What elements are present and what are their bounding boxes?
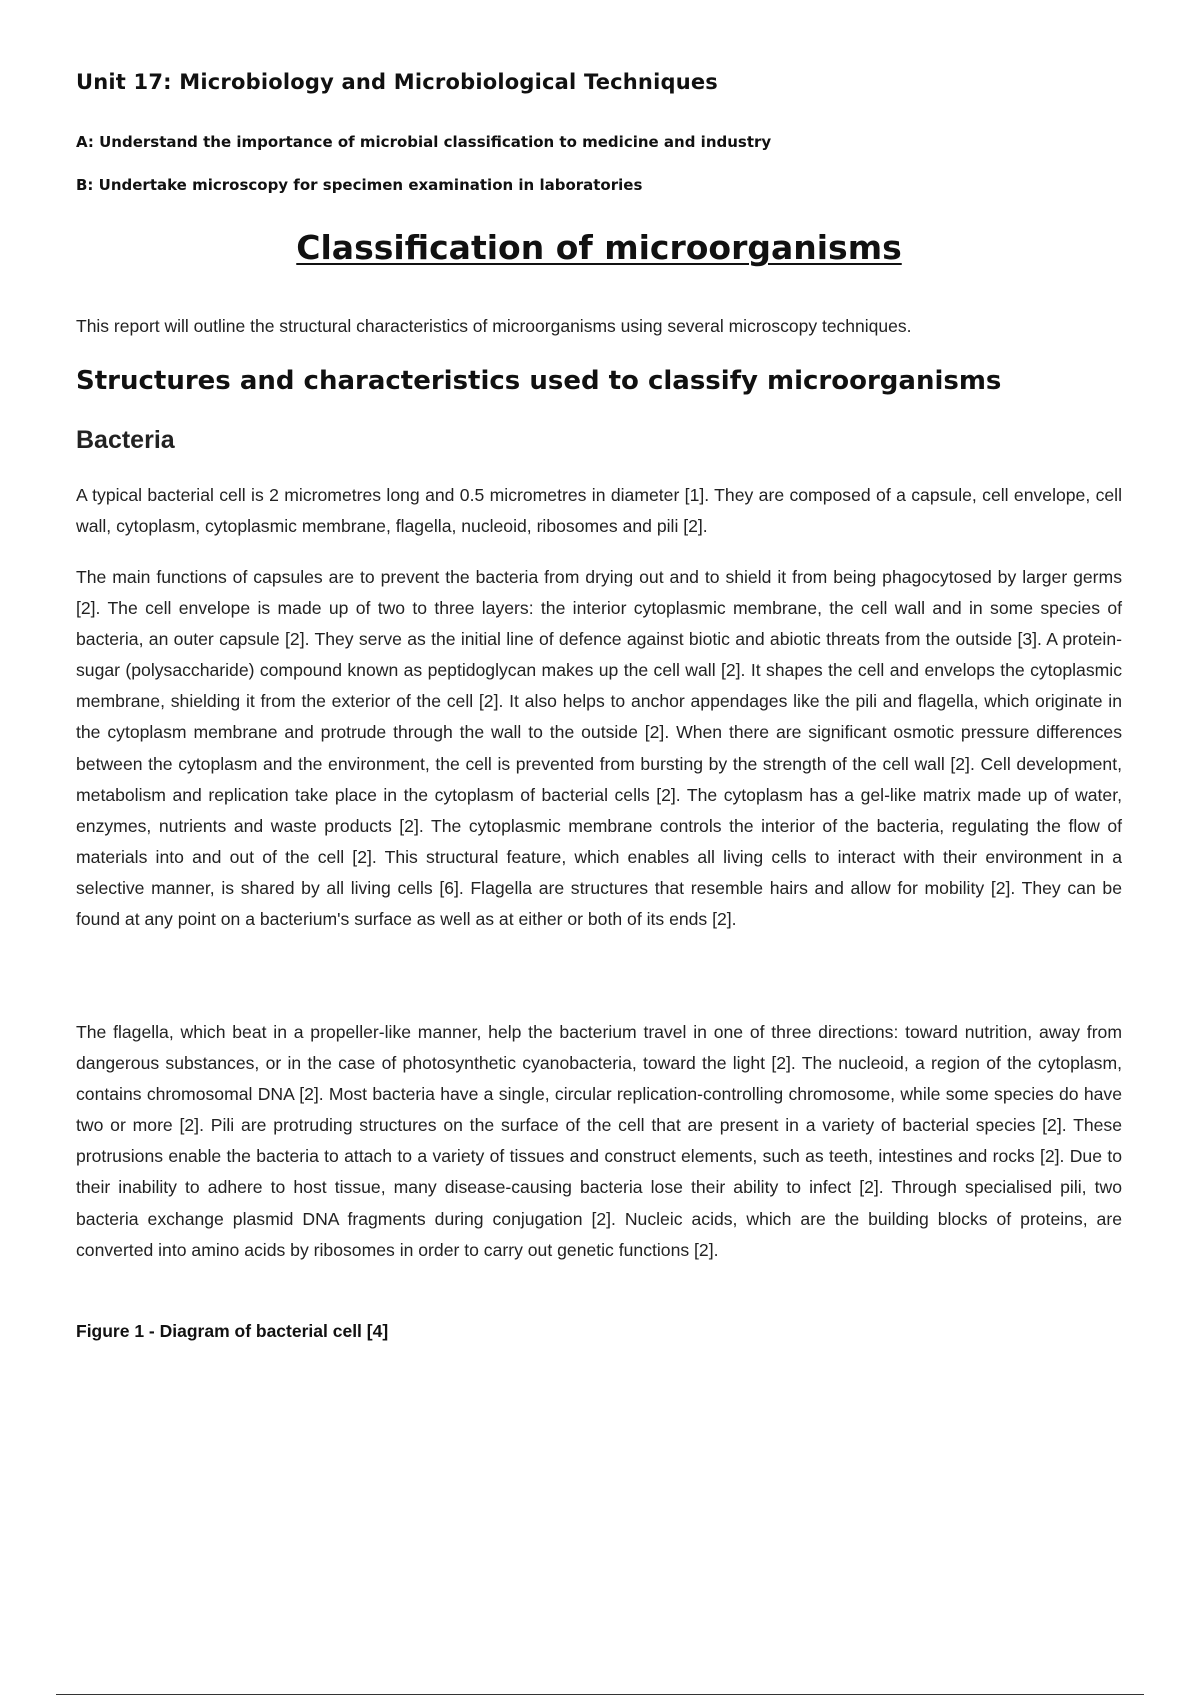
page-title: Classification of microorganisms xyxy=(296,228,902,267)
section-heading: Structures and characteristics used to classify microorganisms xyxy=(76,366,1002,396)
objective-b: B: Undertake microscopy for specimen examination in laboratories xyxy=(76,176,643,194)
body-paragraph: The flagella, which beat in a propeller-like manner, help the bacterium travel in one of three directions: toward nutrition, away from dangerous substances, or in the case of photosynthetic cyanobacteria, toward the light [2]. The nucleoid, a region of the cytoplasm, contains chromosomal DNA [2]. Most bacteria have a single, circular replication-controlling chromosome, while some species do have two or more [2]. Pili are protruding structures on the surface of the cell that are present in a variety of bacterial species [2]. These protrusions enable the bacteria to attach to a variety of tissues and construct elements, such as teeth, intestines and rocks [2]. Due to their inability to adhere to host tissue, many disease-causing bacteria lose their ability to infect [2]. Through specialised pili, two bacteria exchange plasmid DNA fragments during conjugation [2]. Nucleic acids, which are the building blocks of proteins, are converted into amino acids by ribosomes in order to carry out genetic functions [2]. xyxy=(76,1022,1122,1260)
sub-heading-bacteria: Bacteria xyxy=(76,426,175,454)
objective-a: A: Understand the importance of microbial classification to medicine and industry xyxy=(76,133,772,151)
unit-title: Unit 17: Microbiology and Microbiological Techniques xyxy=(76,70,719,94)
intro-paragraph: This report will outline the structural characteristics of microorganisms using several microscopy techniques. xyxy=(76,316,912,336)
figure-caption: Figure 1 - Diagram of bacterial cell [4] xyxy=(76,1321,389,1341)
body-paragraph: A typical bacterial cell is 2 micrometres long and 0.5 micrometres in diameter [1]. They are composed of a capsule, cell envelope, cell wall, cytoplasm, cytoplasmic membrane, flagella, nucleoid, ribosomes and pili [2]. xyxy=(76,485,1122,537)
footer-divider xyxy=(56,1694,1144,1695)
body-paragraph: The main functions of capsules are to prevent the bacteria from drying out and to shield it from being phagocytosed by larger germs [2]. The cell envelope is made up of two to three layers: the interior cytoplasmic membrane, the cell wall and in some species of bacteria, an outer capsule [2]. They serve as the initial line of defence against biotic and abiotic threats from the outside [3]. A protein-sugar (polysaccharide) compound known as peptidoglycan makes up the cell wall [2]. It shapes the cell and envelops the cytoplasmic membrane, shielding it from the exterior of the cell [2]. It also helps to anchor appendages like the pili and flagella, which originate in the cytoplasm membrane and protrude through the wall to the outside [2]. When there are significant osmotic pressure differences between the cytoplasm and the environment, the cell is prevented from bursting by the strength of the cell wall [2]. Cell development, metabolism and replication take place in the cytoplasm of bacterial cells [2]. The cytoplasm has a gel-like matrix made up of water, enzymes, nutrients and waste products [2]. The cytoplasmic membrane controls the interior of the bacteria, regulating the flow of materials into and out of the cell [2]. This structural feature, which enables all living cells to interact with their environment in a selective manner, is shared by all living cells [6]. Flagella are structures that resemble hairs and allow for mobility [2]. They can be found at any point on a bacterium's surface as well as at either or both of its ends [2]. xyxy=(76,567,1122,930)
